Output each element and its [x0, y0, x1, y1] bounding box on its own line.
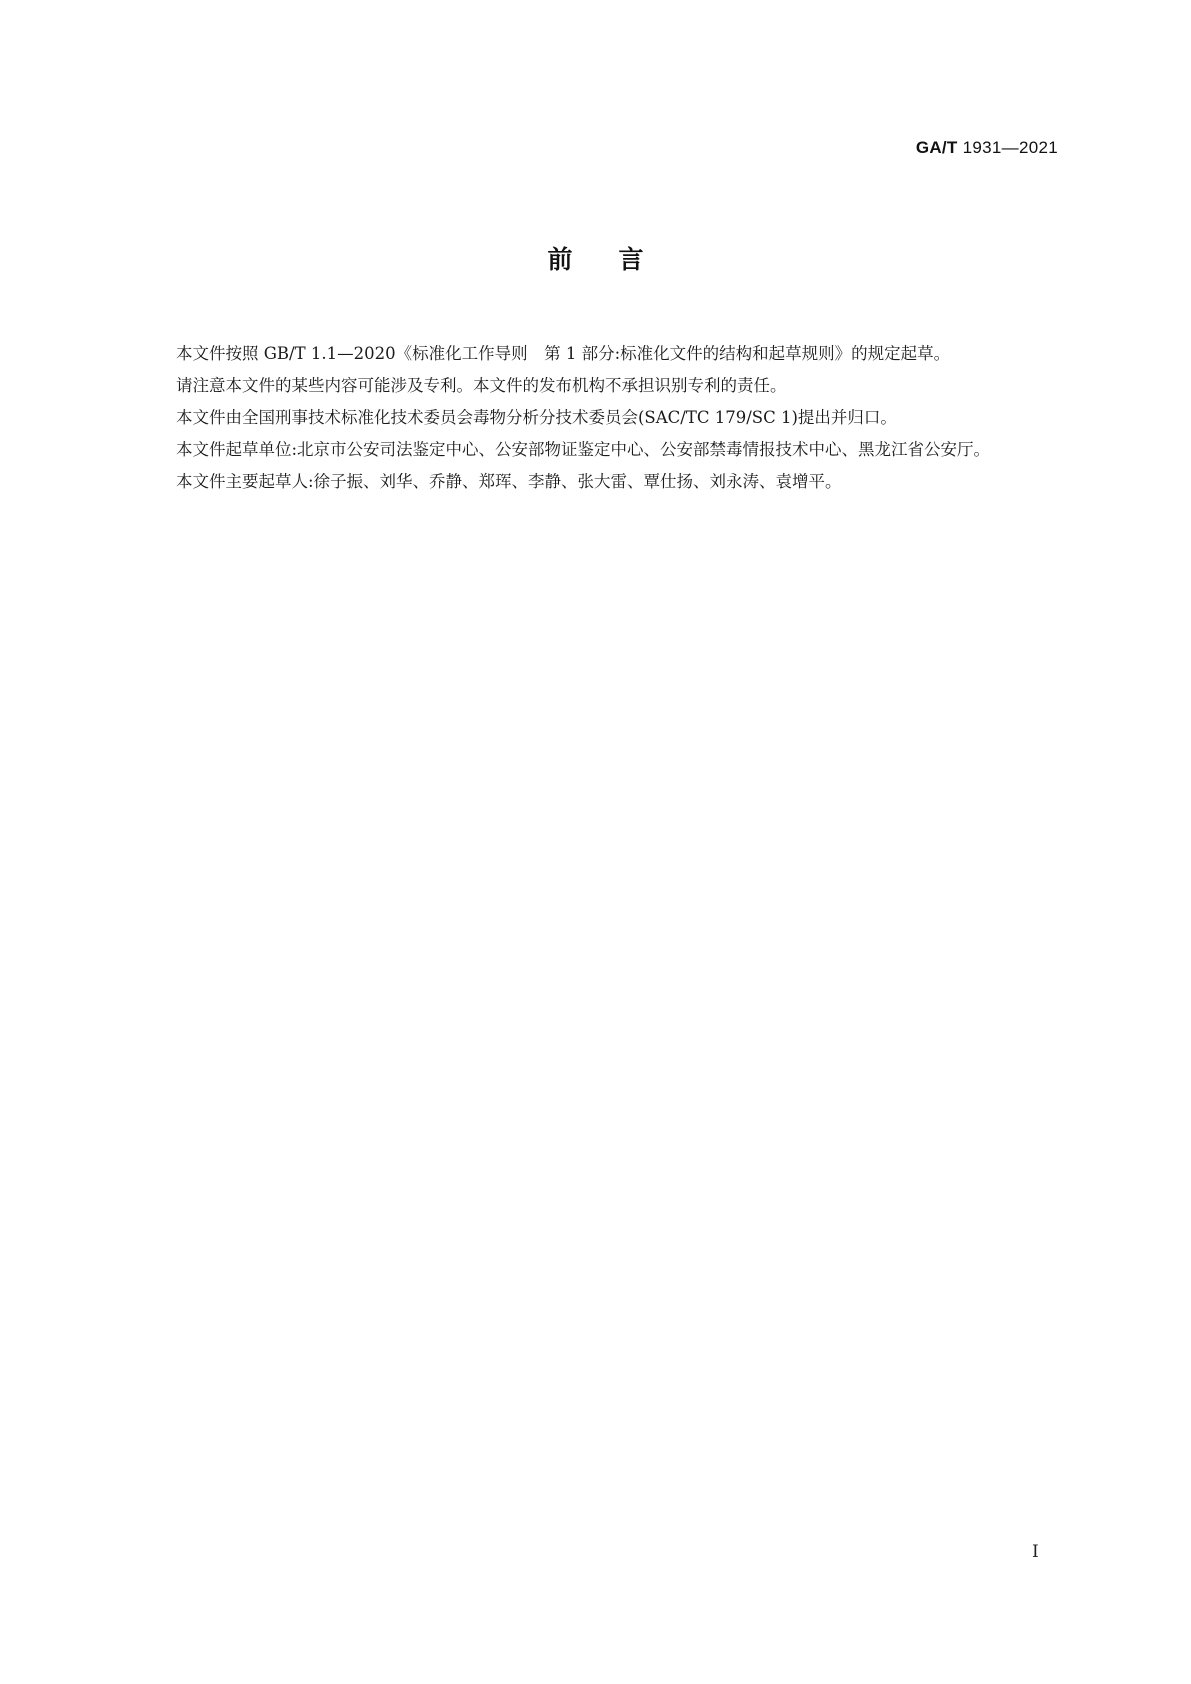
foreword-body	[143, 338, 1058, 498]
paragraph-drafting-rules: 本文件按照 GB/T 1.1—2020《标准化工作导则 第 1 部分:标准化文件的结构和起草规则》的规定起草。	[176, 344, 951, 363]
page-number: I	[1032, 1542, 1039, 1562]
paragraph-proposer: 本文件由全国刑事技术标准化技术委员会毒物分析分技术委员会(SAC/TC 179/SC 1)提出并归口。	[176, 408, 897, 427]
standard-code-number: 1931—2021	[962, 138, 1058, 157]
standard-code	[916, 138, 1058, 158]
paragraph-patent-notice: 请注意本文件的某些内容可能涉及专利。本文件的发布机构不承担识别专利的责任。	[176, 376, 787, 395]
paragraph-drafting-units: 本文件起草单位:北京市公安司法鉴定中心、公安部物证鉴定中心、公安部禁毒情报技术中心、黑龙江省公安厅。	[176, 440, 991, 459]
page-title: 前言	[547, 245, 690, 274]
paragraph-drafters: 本文件主要起草人:徐子振、刘华、乔静、郑珲、李静、张大雷、覃仕扬、刘永涛、袁增平。	[176, 472, 842, 491]
standard-code-prefix: GA/T	[915, 138, 958, 157]
